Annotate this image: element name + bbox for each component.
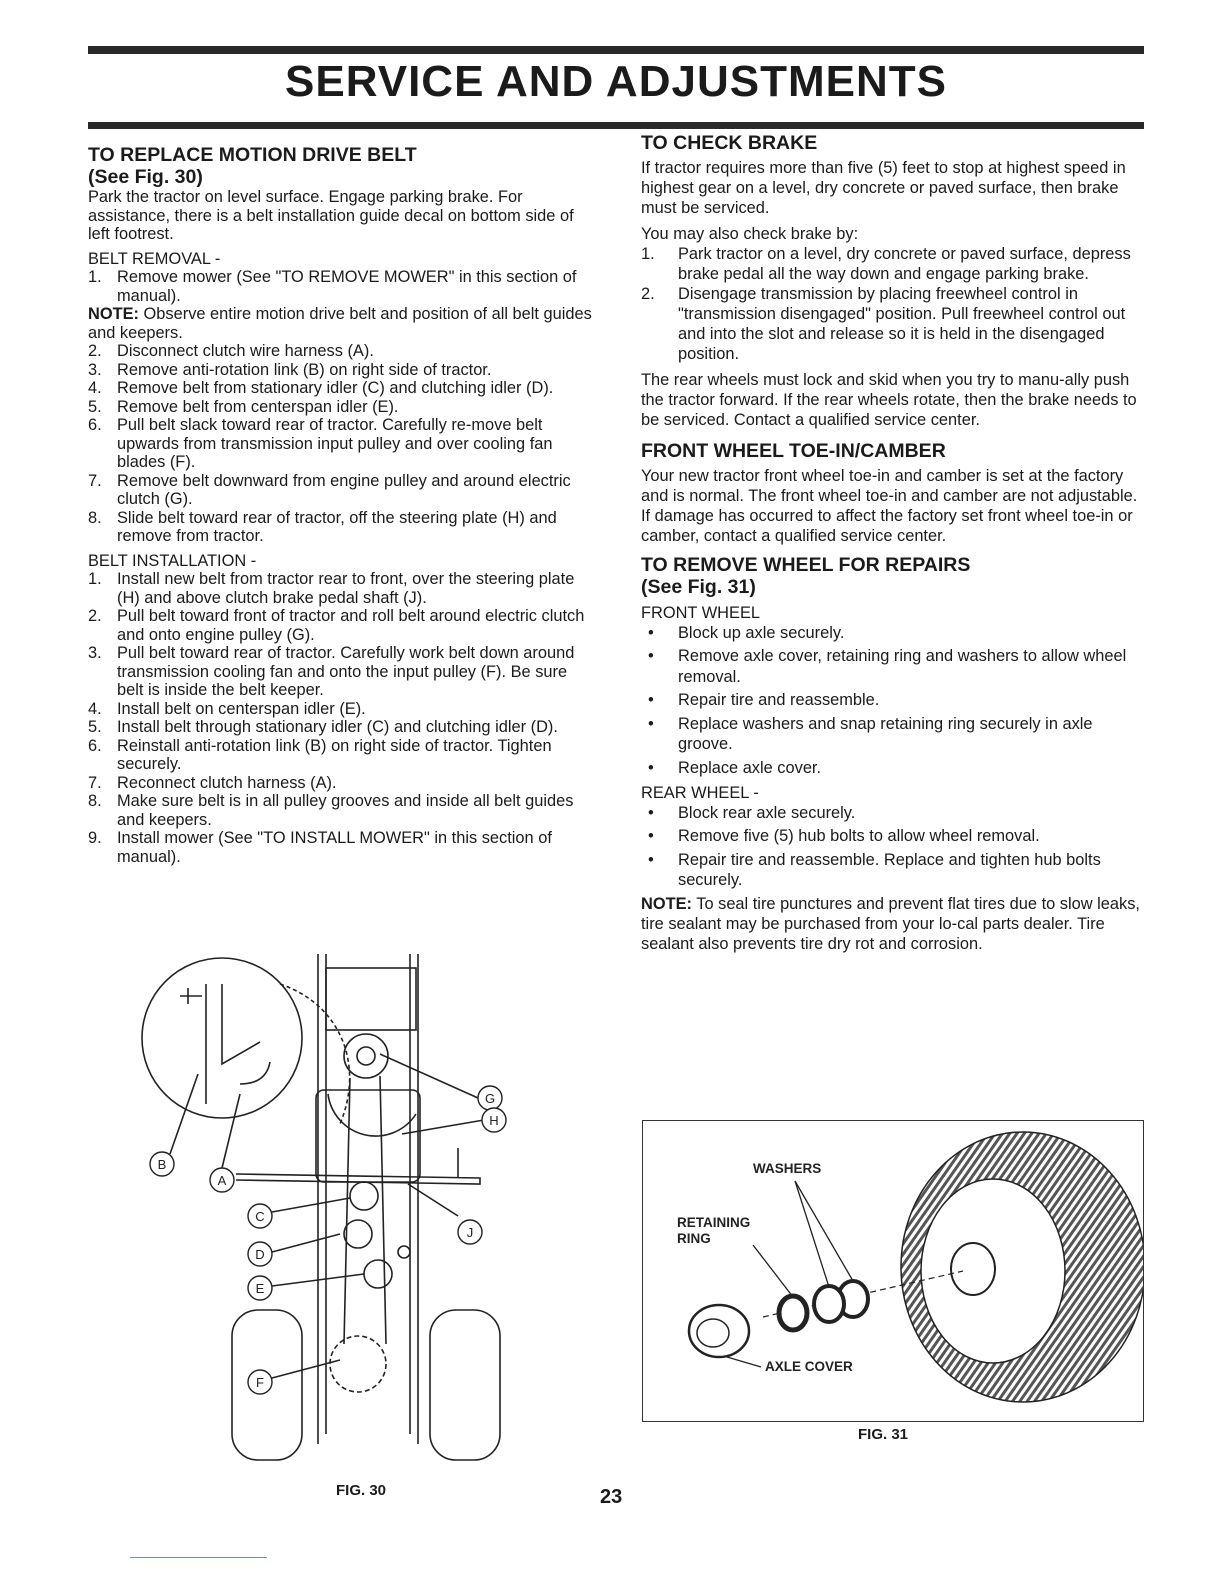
leader-axle-cover — [727, 1357, 761, 1367]
rear-wheel-steps — [641, 803, 1144, 891]
list-item — [641, 826, 1144, 847]
removal-step-1 — [88, 268, 594, 305]
engine-pulley — [344, 1034, 388, 1078]
figure-31-caption: FIG. 31 — [858, 1426, 909, 1443]
callout-d: D — [255, 1247, 265, 1262]
check-brake-steps — [641, 244, 1144, 364]
label-washers: WASHERS — [753, 1161, 822, 1176]
toe-camber-heading: FRONT WHEEL TOE-IN/CAMBER — [641, 440, 946, 462]
step-number: 8. — [88, 508, 102, 527]
check-brake-also: You may also check brake by: — [641, 225, 859, 243]
note-text: Observe entire motion drive belt and position of all belt guides and keepers. — [88, 305, 592, 342]
belt-installation-label: BELT INSTALLATION - — [88, 551, 257, 570]
bullet-text: Repair tire and reassemble. — [678, 691, 880, 709]
detail-callout — [280, 984, 350, 1124]
step-number: 1. — [641, 245, 655, 263]
rear-wheel-label: REAR WHEEL - — [641, 784, 759, 802]
bullet-text: Block rear axle securely. — [678, 803, 856, 822]
motion-belt-heading: TO REPLACE MOTION DRIVE BELT — [88, 144, 417, 166]
pedal-shaft — [236, 1148, 480, 1184]
bullet: • — [648, 691, 654, 709]
rear-tire-right — [430, 1310, 500, 1460]
callout-a: A — [217, 1173, 227, 1188]
front-wheel-label: FRONT WHEEL — [641, 604, 760, 622]
check-brake-intro: If tractor requires more than five (5) feet to stop at highest speed in highest gear on a level, dry concrete or paved surface, then brake must be serviced. — [641, 159, 1126, 217]
bullet: • — [648, 758, 654, 777]
list-item — [88, 379, 594, 398]
list-item — [641, 284, 1144, 364]
washer — [814, 1286, 844, 1322]
step-number: 7. — [88, 471, 102, 490]
step-number: 2. — [641, 285, 655, 303]
retaining-ring — [779, 1296, 807, 1330]
step-number: 4. — [88, 699, 102, 718]
leader-washers — [795, 1181, 829, 1287]
bullet-text: Replace washers and snap retaining ring securely in axle groove. — [678, 714, 1093, 753]
leader-d — [272, 1234, 340, 1252]
toe-camber-text: Your new tractor front wheel toe-in and camber is set at the factory and is normal. The front wheel toe-in and camber are not adjustable. If damage has occurred to affect the factory set front wheel toe-in or camber, contact a qualified service center. — [641, 467, 1138, 545]
step-text: Remove belt from centerspan idler (E). — [117, 397, 399, 416]
list-item — [88, 700, 594, 719]
axle-cover-cap — [697, 1319, 729, 1347]
leader-j — [408, 1184, 458, 1216]
callout-h: H — [489, 1113, 499, 1128]
frame-rail — [318, 954, 418, 1444]
list-item — [641, 850, 1144, 891]
pulley-hub — [357, 1047, 375, 1065]
step-text: Remove mower (See "TO REMOVE MOWER" in this section of manual). — [117, 268, 577, 305]
bullet-text: Block up axle securely. — [678, 623, 845, 642]
check-brake-heading: TO CHECK BRAKE — [641, 132, 818, 154]
list-item — [88, 416, 594, 472]
step-text: Make sure belt is in all pulley grooves and inside all belt guides and keepers. — [117, 792, 574, 829]
label-retaining: RETAINING — [677, 1215, 751, 1230]
step-number: 1. — [88, 268, 102, 286]
wheel-note — [641, 894, 1144, 954]
list-item — [88, 644, 594, 700]
leader-a — [222, 1094, 240, 1168]
step-text: Reconnect clutch harness (A). — [117, 773, 337, 792]
step-text: Remove belt downward from engine pulley and around electric clutch (G). — [117, 471, 571, 508]
centerspan-idler — [364, 1260, 392, 1288]
step-number: 4. — [88, 379, 102, 397]
list-item — [88, 792, 594, 829]
list-item — [641, 714, 1144, 755]
note-label: NOTE: — [88, 305, 139, 323]
step-text: Install belt through stationary idler (C) and clutching idler (D). — [117, 718, 558, 736]
page-number: 23 — [600, 1486, 623, 1508]
step-number: 9. — [88, 829, 102, 847]
remove-wheel-subheading: (See Fig. 31) — [641, 576, 756, 598]
step-text: Disconnect clutch wire harness (A). — [117, 342, 374, 360]
leader-b — [170, 1074, 198, 1154]
step-text: Slide belt toward rear of tractor, off the steering plate (H) and remove from tractor. — [117, 508, 557, 545]
note-label: NOTE: — [641, 894, 692, 913]
belt-removal-label: BELT REMOVAL - — [88, 249, 221, 268]
step-number: 2. — [88, 607, 102, 625]
bullet-text: Remove axle cover, retaining ring and washers to allow wheel removal. — [678, 647, 1127, 686]
list-item — [641, 758, 1144, 779]
bullet-text: Repair tire and reassemble. Replace and tighten hub bolts securely. — [678, 850, 1101, 889]
front-wheel-steps — [641, 623, 1144, 779]
step-number: 8. — [88, 792, 102, 810]
right-column — [641, 132, 1144, 954]
step-text: Pull belt toward front of tractor and roll belt around electric clutch and onto engine pulley (G). — [117, 607, 585, 644]
list-item — [88, 398, 594, 417]
leader-c — [272, 1198, 350, 1212]
list-item — [88, 737, 594, 774]
check-brake-closing: The rear wheels must lock and skid when you try to manu-ally push the tractor forward. If the rear wheels rotate, then the brake needs to be serviced. Contact a qualified service center. — [641, 371, 1137, 429]
frame-plate — [326, 968, 416, 1030]
figure-31-wheel-diagram — [642, 1120, 1144, 1422]
label-ring: RING — [677, 1231, 711, 1246]
step-text: Install new belt from tractor rear to front, over the steering plate (H) and above clutch brake pedal shaft (J). — [117, 570, 575, 607]
hub — [951, 1243, 995, 1295]
motion-belt-subheading: (See Fig. 30) — [88, 166, 203, 188]
step-text: Reinstall anti-rotation link (B) on right side of tractor. Tighten securely. — [117, 736, 552, 773]
list-item — [88, 361, 594, 380]
list-item — [641, 244, 1144, 284]
list-item — [88, 718, 594, 737]
list-item — [88, 829, 594, 866]
leader-g — [380, 1054, 478, 1098]
installation-steps — [88, 570, 594, 866]
step-number: 1. — [88, 570, 102, 588]
label-axle-cover: AXLE COVER — [765, 1359, 853, 1374]
bullet: • — [648, 623, 654, 642]
step-number: 5. — [88, 397, 102, 416]
callout-f: F — [256, 1375, 264, 1390]
step-text: Remove belt from stationary idler (C) and clutching idler (D). — [117, 379, 554, 397]
step-text: Disengage transmission by placing freewheel control in "transmission disengaged" position. Pull freewheel control out and into the slot and release so it is held in the disengaged position. — [678, 285, 1126, 363]
removal-note — [88, 305, 594, 342]
list-item — [88, 607, 594, 644]
list-item — [88, 509, 594, 546]
step-number: 3. — [88, 644, 102, 662]
left-column — [88, 132, 594, 866]
step-text: Remove anti-rotation link (B) on right side of tractor. — [117, 360, 492, 379]
bullet-text: Replace axle cover. — [678, 758, 822, 777]
list-item — [88, 774, 594, 793]
stationary-idler — [350, 1182, 378, 1210]
list-item — [88, 472, 594, 509]
bullet: • — [648, 850, 654, 869]
step-text: Pull belt toward rear of tractor. Carefully work belt down around transmission cooling fan and onto the input pulley (F). Be sure belt is inside the belt keeper. — [117, 644, 575, 699]
idler-bolt — [398, 1246, 410, 1258]
bullet-text: Remove five (5) hub bolts to allow wheel removal. — [678, 827, 1040, 845]
transmission-fan — [330, 1336, 386, 1392]
bullet: • — [648, 827, 654, 845]
list-item — [641, 690, 1144, 711]
remove-wheel-heading: TO REMOVE WHEEL FOR REPAIRS — [641, 554, 971, 576]
bullet: • — [648, 647, 654, 665]
list-item — [641, 803, 1144, 824]
leader-washers — [795, 1181, 853, 1281]
leader-retaining-ring — [753, 1245, 793, 1297]
list-item — [88, 570, 594, 607]
note-text: To seal tire punctures and prevent flat tires due to slow leaks, tire sealant may be purchased from your lo-cal parts dealer. Tire sealant also prevents tire dry rot and corrosion. — [641, 894, 1140, 953]
callout-b: B — [157, 1157, 167, 1172]
callout-e: E — [255, 1281, 265, 1296]
list-item — [88, 342, 594, 361]
step-number: 6. — [88, 736, 102, 755]
step-number: 3. — [88, 360, 102, 379]
bullet: • — [648, 803, 654, 822]
clutching-idler — [344, 1220, 372, 1248]
step-number: 7. — [88, 773, 102, 792]
title-rule — [88, 122, 1144, 129]
callout-j: J — [466, 1225, 474, 1240]
page-title: SERVICE AND ADJUSTMENTS — [285, 57, 947, 106]
motion-belt-intro: Park the tractor on level surface. Engage parking brake. For assistance, there is a belt installation guide decal on bottom side of left footrest. — [88, 188, 574, 243]
bullet: • — [648, 714, 654, 733]
step-text: Install mower (See "TO INSTALL MOWER" in this section of manual). — [117, 829, 552, 866]
figure-30-belt-diagram — [140, 944, 520, 1474]
step-text: Install belt on centerspan idler (E). — [117, 699, 366, 718]
removal-steps — [88, 342, 594, 546]
list-item — [641, 623, 1144, 644]
step-number: 2. — [88, 342, 102, 360]
callout-g: G — [484, 1091, 496, 1106]
leader-h — [402, 1120, 484, 1134]
callout-c: C — [255, 1209, 265, 1224]
step-number: 5. — [88, 718, 102, 736]
step-text: Park tractor on a level, dry concrete or paved surface, depress brake pedal all the way down and engage parking brake. — [678, 245, 1131, 283]
figure-30-caption: FIG. 30 — [336, 1482, 387, 1499]
scan-artifact-line — [130, 1557, 267, 1558]
list-item — [88, 268, 594, 305]
list-item — [641, 646, 1144, 687]
step-text: Pull belt slack toward rear of tractor. Carefully re-move belt upwards from transmission input pulley and over cooling fan blades (F). — [117, 416, 553, 471]
step-number: 6. — [88, 416, 102, 434]
steering-arc — [328, 1094, 416, 1136]
